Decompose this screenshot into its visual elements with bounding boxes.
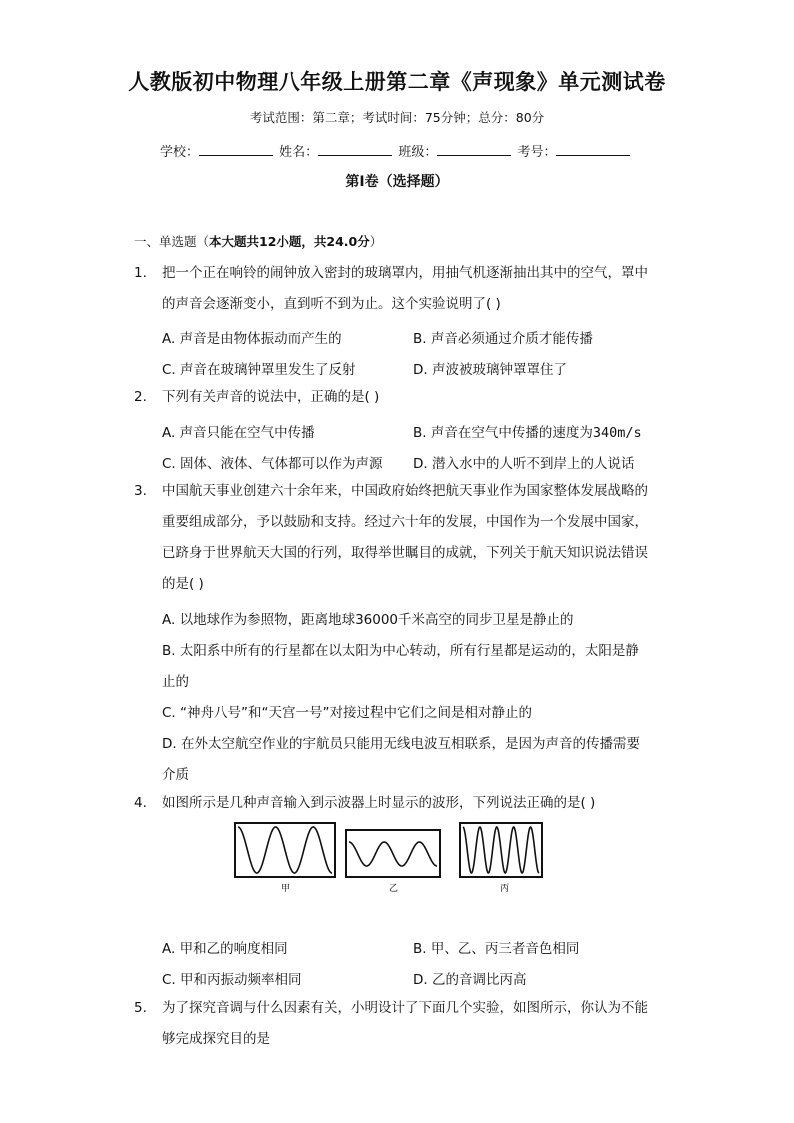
q1-option-a[interactable]: A. 声音是由物体振动而产生的 [162, 331, 342, 347]
question-text-line: 的声音会逐渐变小，直到听不到为止。这个实验说明了( ) [162, 296, 501, 312]
q2-option-c[interactable]: C. 固体、液体、气体都可以作为声源 [162, 456, 383, 472]
school-blank[interactable] [199, 143, 273, 156]
question-text-line: 够完成探究目的是 [162, 1031, 270, 1047]
q3-option-c[interactable]: C. “神舟八号”和“天宫一号”对接过程中它们之间是相对静止的 [162, 705, 532, 721]
oscilloscope-waveforms-figure [234, 822, 544, 894]
waveform-yi [346, 830, 440, 894]
q2-option-b[interactable]: B. 声音在空气中传播的速度为340m/s [413, 425, 642, 441]
question-text-line: 重要组成部分，予以鼓励和支持。经过六十年的发展，中国作为一个发展中国家， [162, 514, 648, 530]
name-blank[interactable] [318, 143, 392, 156]
question-text-line: 如图所示是几种声音输入到示波器上时显示的波形，下列说法正确的是( ) [162, 795, 596, 811]
label-jia: 甲 [281, 884, 291, 894]
q2-option-a[interactable]: A. 声音只能在空气中传播 [162, 425, 315, 441]
question-text-line: 把一个正在响铃的闹钟放入密封的玻璃罩内，用抽气机逐渐抽出其中的空气，罩中 [162, 265, 648, 281]
q2-option-d[interactable]: D. 潜入水中的人听不到岸上的人说话 [413, 456, 635, 472]
question-number: 3. [134, 483, 147, 499]
q3-option-d-cont: 介质 [162, 767, 189, 783]
question-text-line: 中国航天事业创建六十余年来，中国政府始终把航天事业作为国家整体发展战略的 [162, 483, 648, 499]
question-text-line: 下列有关声音的说法中，正确的是( ) [162, 389, 380, 405]
number-label: 考号： [517, 145, 557, 160]
q1-option-d[interactable]: D. 声波被玻璃钟罩罩住了 [413, 362, 567, 378]
question-number: 2. [134, 389, 147, 405]
page-title: 人教版初中物理八年级上册第二章《声现象》单元测试卷 [128, 69, 666, 94]
q1-option-c[interactable]: C. 声音在玻璃钟罩里发生了反射 [162, 362, 356, 378]
q3-option-a[interactable]: A. 以地球作为参照物，距离地球36000千米高空的同步卫星是静止的 [162, 612, 574, 628]
question-text-line: 为了探究音调与什么因素有关，小明设计了下面几个实验，如图所示，你认为不能 [162, 1000, 648, 1016]
name-label: 姓名： [279, 145, 319, 160]
class-label: 班级： [398, 145, 438, 160]
exam-info: 考试范围：第二章；考试时间：75分钟；总分：80分 [249, 110, 545, 125]
question-number: 4. [134, 795, 147, 811]
q3-option-b[interactable]: B. 太阳系中所有的行星都在以太阳为中心转动，所有行星都是运动的，太阳是静 [162, 643, 639, 659]
q1-option-b[interactable]: B. 声音必须通过介质才能传播 [413, 331, 593, 347]
label-yi: 乙 [389, 884, 399, 894]
label-bing: 丙 [500, 884, 510, 894]
q3-option-b-cont: 止的 [162, 674, 189, 690]
waveform-jia [235, 823, 335, 894]
number-blank[interactable] [556, 143, 630, 156]
question-text-line: 已跻身于世界航天大国的行列，取得举世瞩目的成就，下列关于航天知识说法错误 [162, 545, 648, 561]
q4-option-a[interactable]: A. 甲和乙的响度相同 [162, 941, 288, 957]
class-blank[interactable] [437, 143, 511, 156]
q4-option-c[interactable]: C. 甲和丙振动频率相同 [162, 972, 302, 988]
category-heading: 一、单选题（本大题共12小题，共24.0分） [134, 234, 383, 249]
q4-option-d[interactable]: D. 乙的音调比丙高 [413, 972, 527, 988]
waveform-bing [460, 823, 542, 894]
q3-option-d[interactable]: D. 在外太空航空作业的宇航员只能用无线电波互相联系，是因为声音的传播需要 [162, 736, 640, 752]
student-info-fields [160, 141, 632, 160]
school-label: 学校： [160, 145, 200, 160]
question-number: 1. [134, 265, 147, 281]
section-title: 第I卷（选择题） [345, 174, 449, 190]
question-text-line: 的是( ) [162, 576, 204, 592]
question-number: 5. [134, 1000, 147, 1016]
q4-option-b[interactable]: B. 甲、乙、丙三者音色相同 [413, 941, 580, 957]
